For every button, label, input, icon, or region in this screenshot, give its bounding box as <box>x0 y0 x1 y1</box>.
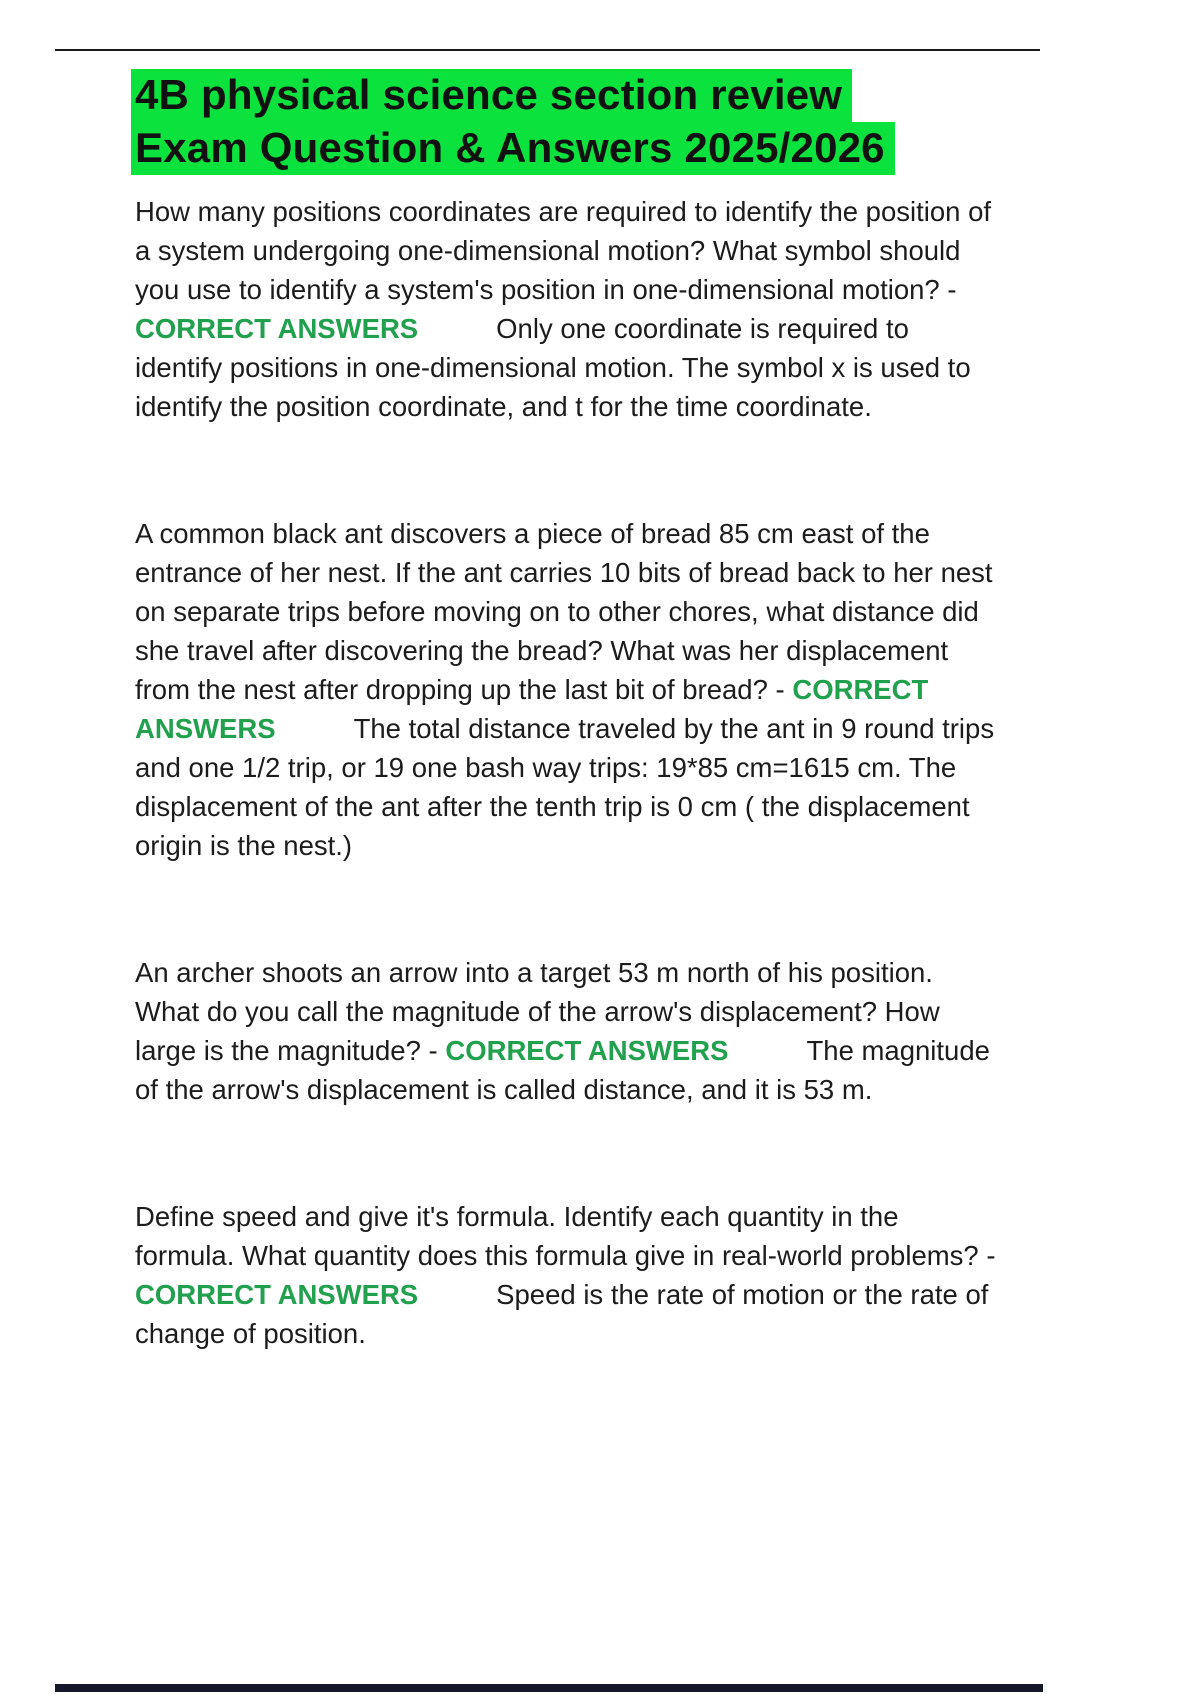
answer-text: Only one coordinate is required to identify positions in one-dimensional motion. The symbol x is used to identify the position coordinate, and t for the time coordinate. <box>135 313 971 422</box>
qa-paragraph-2 <box>135 514 1003 865</box>
bottom-bar <box>55 1684 1043 1692</box>
correct-answers-label: CORRECT ANSWERS <box>135 1279 419 1310</box>
top-rule <box>55 49 1040 51</box>
qa-paragraph-1 <box>135 192 1003 426</box>
correct-answers-label: CORRECT ANSWERS <box>135 313 419 344</box>
answer-gap <box>418 337 496 338</box>
correct-answers-label: CORRECT ANSWERS <box>445 1035 729 1066</box>
title-line-1: 4B physical science section review <box>131 69 852 122</box>
answer-gap <box>728 1059 806 1060</box>
qa-paragraph-4 <box>135 1197 1003 1353</box>
answer-text: The total distance traveled by the ant in 9 round trips and one 1/2 trip, or 19 one bash way trips: 19*85 cm=1615 cm. The displacement of the ant after the tenth trip is 0 cm ( the displacement origin is the nest.) <box>135 713 995 861</box>
correct-answers-label: CORRECT ANSWERS <box>135 674 929 744</box>
qa-paragraph-3 <box>135 953 1003 1109</box>
answer-gap <box>418 1303 496 1304</box>
qa-content <box>135 192 1003 1441</box>
question-text: Define speed and give it's formula. Identify each quantity in the formula. What quantity does this formula give in real-world problems? - <box>135 1201 996 1271</box>
title-line-2: Exam Question & Answers 2025/2026 <box>131 122 895 175</box>
question-text: How many positions coordinates are required to identify the position of a system undergoing one-dimensional motion? What symbol should you use to identify a system's position in one-dimensional motion? - <box>135 196 992 305</box>
answer-text: Speed is the rate of motion or the rate of change of position. <box>135 1279 989 1349</box>
answer-gap <box>276 737 354 738</box>
question-text: An archer shoots an arrow into a target 53 m north of his position. What do you call the magnitude of the arrow's displacement? How large is the magnitude? - <box>135 957 940 1066</box>
page-title <box>131 68 895 174</box>
question-text: A common black ant discovers a piece of bread 85 cm east of the entrance of her nest. If the ant carries 10 bits of bread back to her nest on separate trips before moving on to other chores, what distance did she travel after discovering the bread? What was her displacement from the nest after dropping up the last bit of bread? - <box>135 518 993 705</box>
answer-text: The magnitude of the arrow's displacement is called distance, and it is 53 m. <box>135 1035 990 1105</box>
